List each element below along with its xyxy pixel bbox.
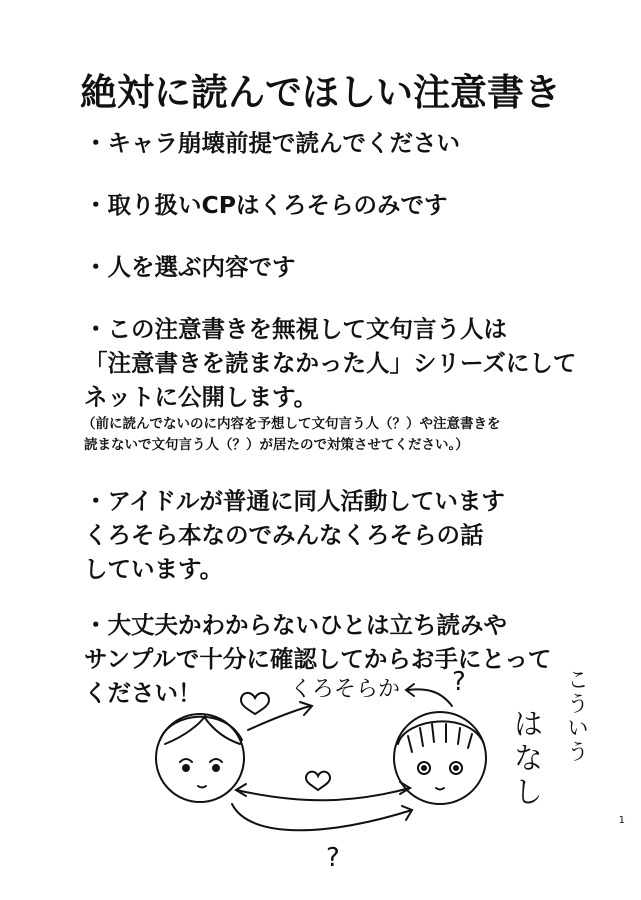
notice-item-audience: ・人を選ぶ内容です [84,253,296,281]
notice-item-ignore-line-2: 「注意書きを読まなかった人」シリーズにして [84,349,577,377]
caption-top: くろそらか [290,677,401,702]
notice-item-ignore-sub-2: 読まないで文句言う人（？）が居たので対策させてください。） [84,437,469,453]
character-illustration [0,640,641,890]
notice-item-idol-line-1: ・アイドルが普通に同人活動しています [84,487,505,515]
notice-item-preview-line-2: サンプルで十分に確認してからお手にとって [84,645,552,673]
notice-list [84,126,624,710]
question-mark-top: ? [452,667,466,697]
side-text-1: こういう [563,668,589,764]
notice-item-idol-line-3: しています。 [84,555,224,583]
notice-item-idol-line-2: くろそら本なのでみんなくろそらの話 [84,521,484,549]
left-character-drawing [156,714,244,802]
arrow-bottom-curve [232,804,412,830]
arrow-to-caption [248,706,310,730]
question-mark-bottom: ? [326,843,340,873]
page-number: 1 [618,815,625,826]
notice-item-preview-line-1: ・大丈夫かわからないひとは立ち読みや [84,611,507,639]
notice-item-ignore-sub-1: （前に読んでないのに内容を予想して文句言う人（？）や注意書きを [82,416,501,432]
heart-icon-top [241,693,269,714]
notice-item-character: ・キャラ崩壊前提で読んでください [84,129,460,157]
notice-item-ignore-line-3: ネットに公開します。 [84,383,318,411]
heart-icon-middle [306,772,330,790]
arrow-from-right [408,689,452,706]
notice-item-ignore-line-1: ・この注意書きを無視して文句言う人は [84,315,507,343]
notice-item-pairing: ・取り扱いCPはくろそらのみです [84,191,448,219]
arrow-between-characters [236,788,410,800]
notice-item-preview-line-3: ください！ [84,679,202,707]
page-title: 絶対に読んでほしい注意書き [80,71,561,114]
side-text-2: はなし [507,708,543,810]
